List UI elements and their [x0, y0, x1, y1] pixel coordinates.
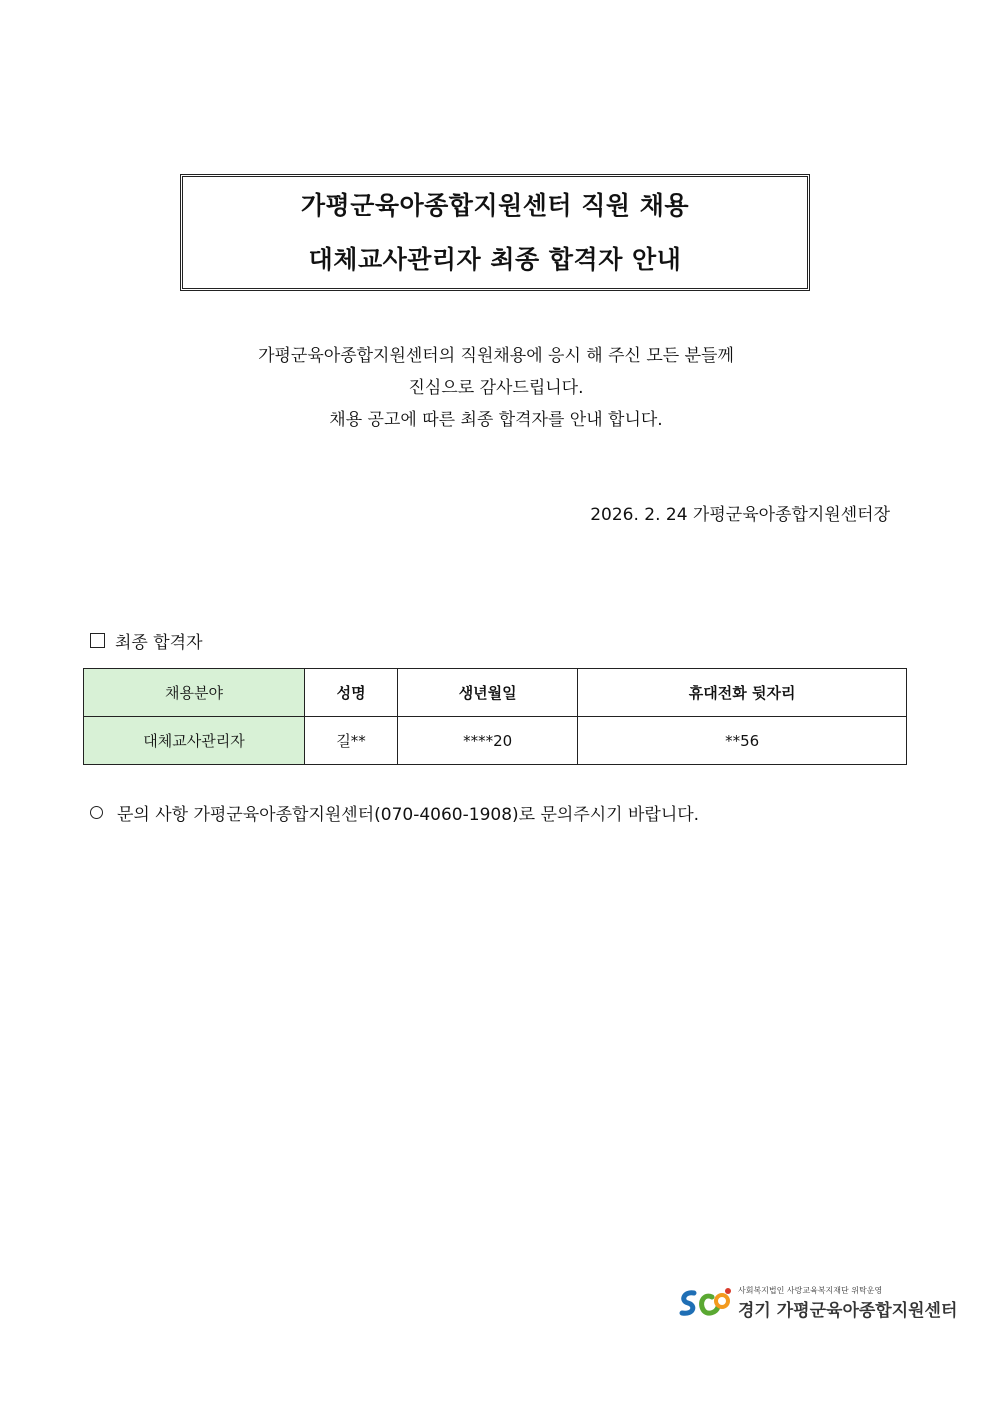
cell-field: 대체교사관리자 [84, 717, 305, 765]
table-row [84, 717, 907, 765]
result-table [83, 668, 907, 765]
header-field: 채용분야 [84, 669, 305, 717]
cell-name: 길** [305, 717, 398, 765]
center-logo-icon [678, 1283, 734, 1323]
signature-line: 2026. 2. 24 가평군육아종합지원센터장 [590, 505, 890, 525]
intro-line-1: 가평군육아종합지원센터의 직원채용에 응시 해 주신 모든 분들께 [258, 346, 734, 366]
section-heading [90, 628, 203, 653]
checkbox-icon [90, 633, 105, 648]
cell-birthdate: ****20 [398, 717, 578, 765]
title-line-1: 가평군육아종합지원센터 직원 채용 [300, 190, 690, 220]
cell-phone: **56 [578, 717, 907, 765]
inquiry-line [90, 800, 699, 825]
circle-bullet-icon [90, 806, 103, 819]
section-heading-label: 최종 합격자 [115, 633, 203, 653]
center-logo [678, 1283, 957, 1323]
intro-line-3: 채용 공고에 따른 최종 합격자를 안내 합니다. [329, 410, 663, 430]
intro-line-2: 진심으로 감사드립니다. [408, 378, 584, 398]
logo-name: 경기 가평군육아종합지원센터 [738, 1301, 958, 1321]
title-line-2: 대체교사관리자 최종 합격자 안내 [308, 244, 682, 274]
header-birthdate: 생년월일 [398, 669, 578, 717]
header-name: 성명 [305, 669, 398, 717]
header-phone: 휴대전화 뒷자리 [578, 669, 907, 717]
logo-tagline: 사회복지법인 사랑교육복지재단 위탁운영 [738, 1286, 883, 1295]
inquiry-text: 문의 사항 가평군육아종합지원센터(070-4060-1908)로 문의주시기 바랍니다. [117, 805, 700, 825]
table-header-row [84, 669, 907, 717]
title-box [180, 174, 810, 291]
